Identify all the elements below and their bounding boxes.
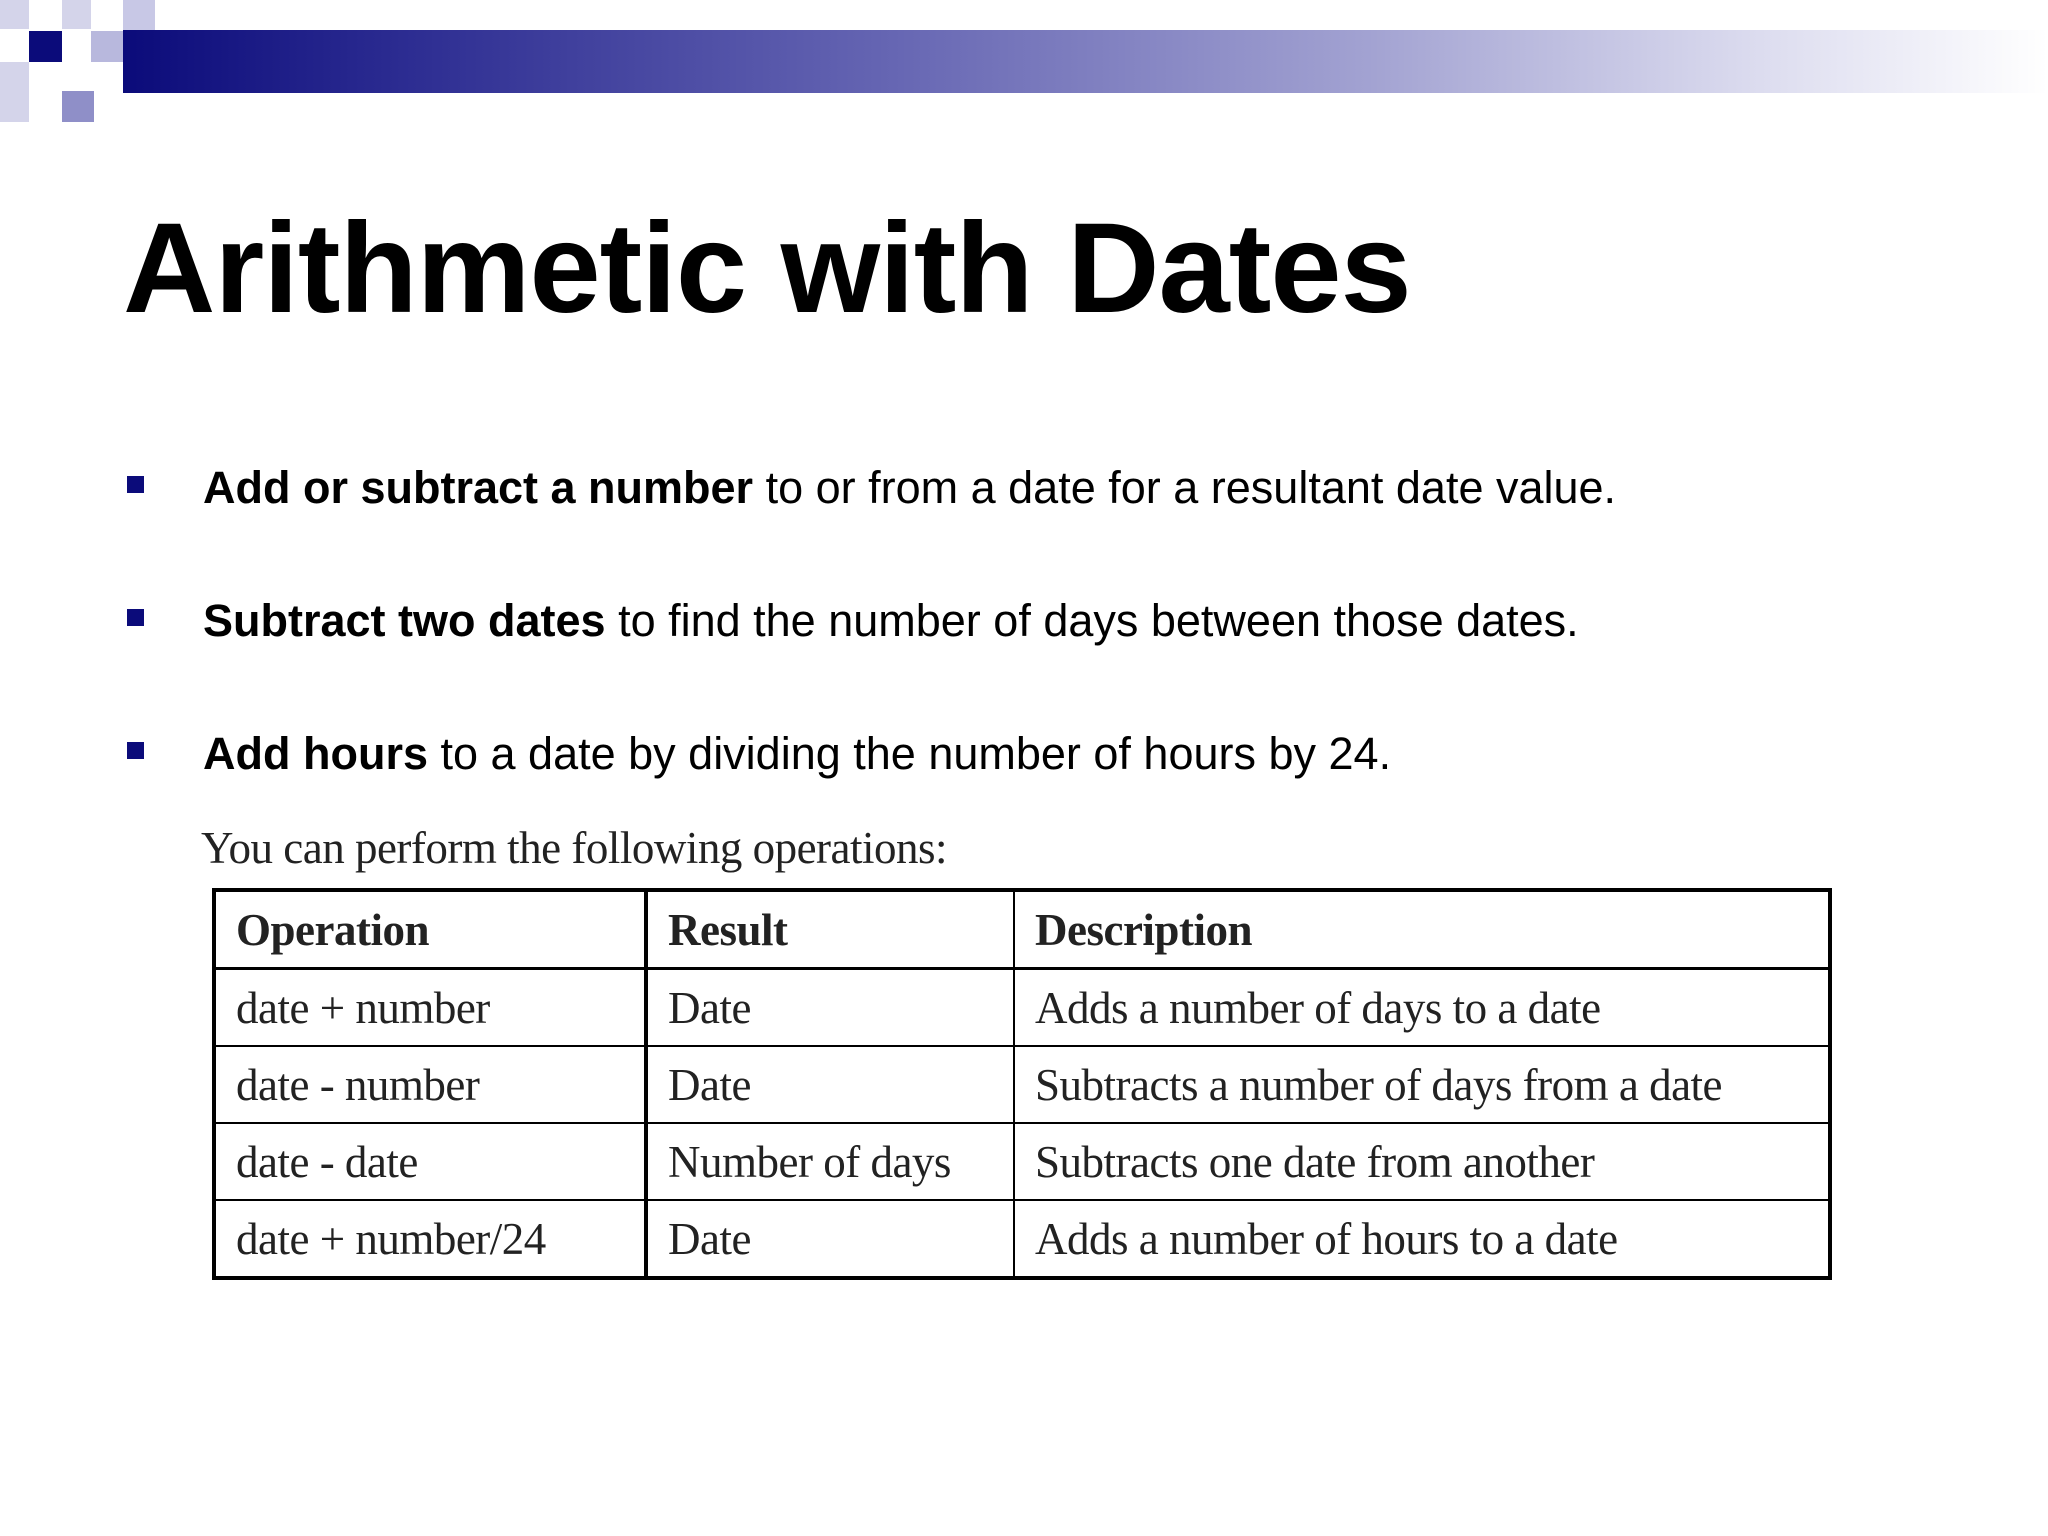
bullet-text <box>203 595 1579 647</box>
cell-description: Adds a number of hours to a date <box>1014 1200 1830 1278</box>
header-cell-operation: Operation <box>214 890 646 969</box>
square-bullet-icon <box>127 476 144 493</box>
table-row <box>214 969 1830 1047</box>
table-row <box>214 1123 1830 1200</box>
cell-operation: date - number <box>214 1046 646 1123</box>
bullet-text <box>203 728 1391 780</box>
bullet-text <box>203 462 1616 514</box>
cell-result: Date <box>646 1200 1014 1278</box>
bullet-rest-text: to or from a date for a resultant date value. <box>753 462 1617 513</box>
cell-operation: date + number <box>214 969 646 1047</box>
cell-description: Subtracts one date from another <box>1014 1123 1830 1200</box>
header-cell-description: Description <box>1014 890 1830 969</box>
bullet-bold-text: Add hours <box>203 728 428 779</box>
header-cell-result: Result <box>646 890 1014 969</box>
cell-result: Number of days <box>646 1123 1014 1200</box>
bullet-item <box>127 462 1987 595</box>
decor-square-pale <box>0 62 29 122</box>
square-bullet-icon <box>127 742 144 759</box>
bullet-rest-text: to a date by dividing the number of hours by 24. <box>427 728 1392 779</box>
decor-square-light <box>62 91 94 122</box>
cell-result: Date <box>646 1046 1014 1123</box>
cell-operation: date - date <box>214 1123 646 1200</box>
bullet-list <box>127 462 1987 861</box>
header-decoration <box>0 0 2048 130</box>
bullet-item <box>127 595 1987 728</box>
bullet-rest-text: to find the number of days between those dates. <box>605 595 1579 646</box>
header-gradient-band <box>123 30 2048 93</box>
cell-description: Subtracts a number of days from a date <box>1014 1046 1830 1123</box>
square-bullet-icon <box>127 609 144 626</box>
bullet-bold-text: Add or subtract a number <box>203 462 754 513</box>
decor-square-dark <box>29 31 62 62</box>
operations-table <box>212 888 1832 1280</box>
decor-square-pale <box>0 0 29 29</box>
bullet-bold-text: Subtract two dates <box>203 595 606 646</box>
cell-operation: date + number/24 <box>214 1200 646 1278</box>
table-caption: You can perform the following operations: <box>201 823 948 873</box>
cell-description: Adds a number of days to a date <box>1014 969 1830 1047</box>
slide-title: Arithmetic with Dates <box>123 197 1411 340</box>
table-row <box>214 1046 1830 1123</box>
table-header-row <box>214 890 1830 969</box>
table-row <box>214 1200 1830 1278</box>
decor-square-light <box>91 31 123 62</box>
cell-result: Date <box>646 969 1014 1047</box>
decor-square-pale <box>62 0 91 29</box>
decor-square-pale <box>123 0 155 30</box>
